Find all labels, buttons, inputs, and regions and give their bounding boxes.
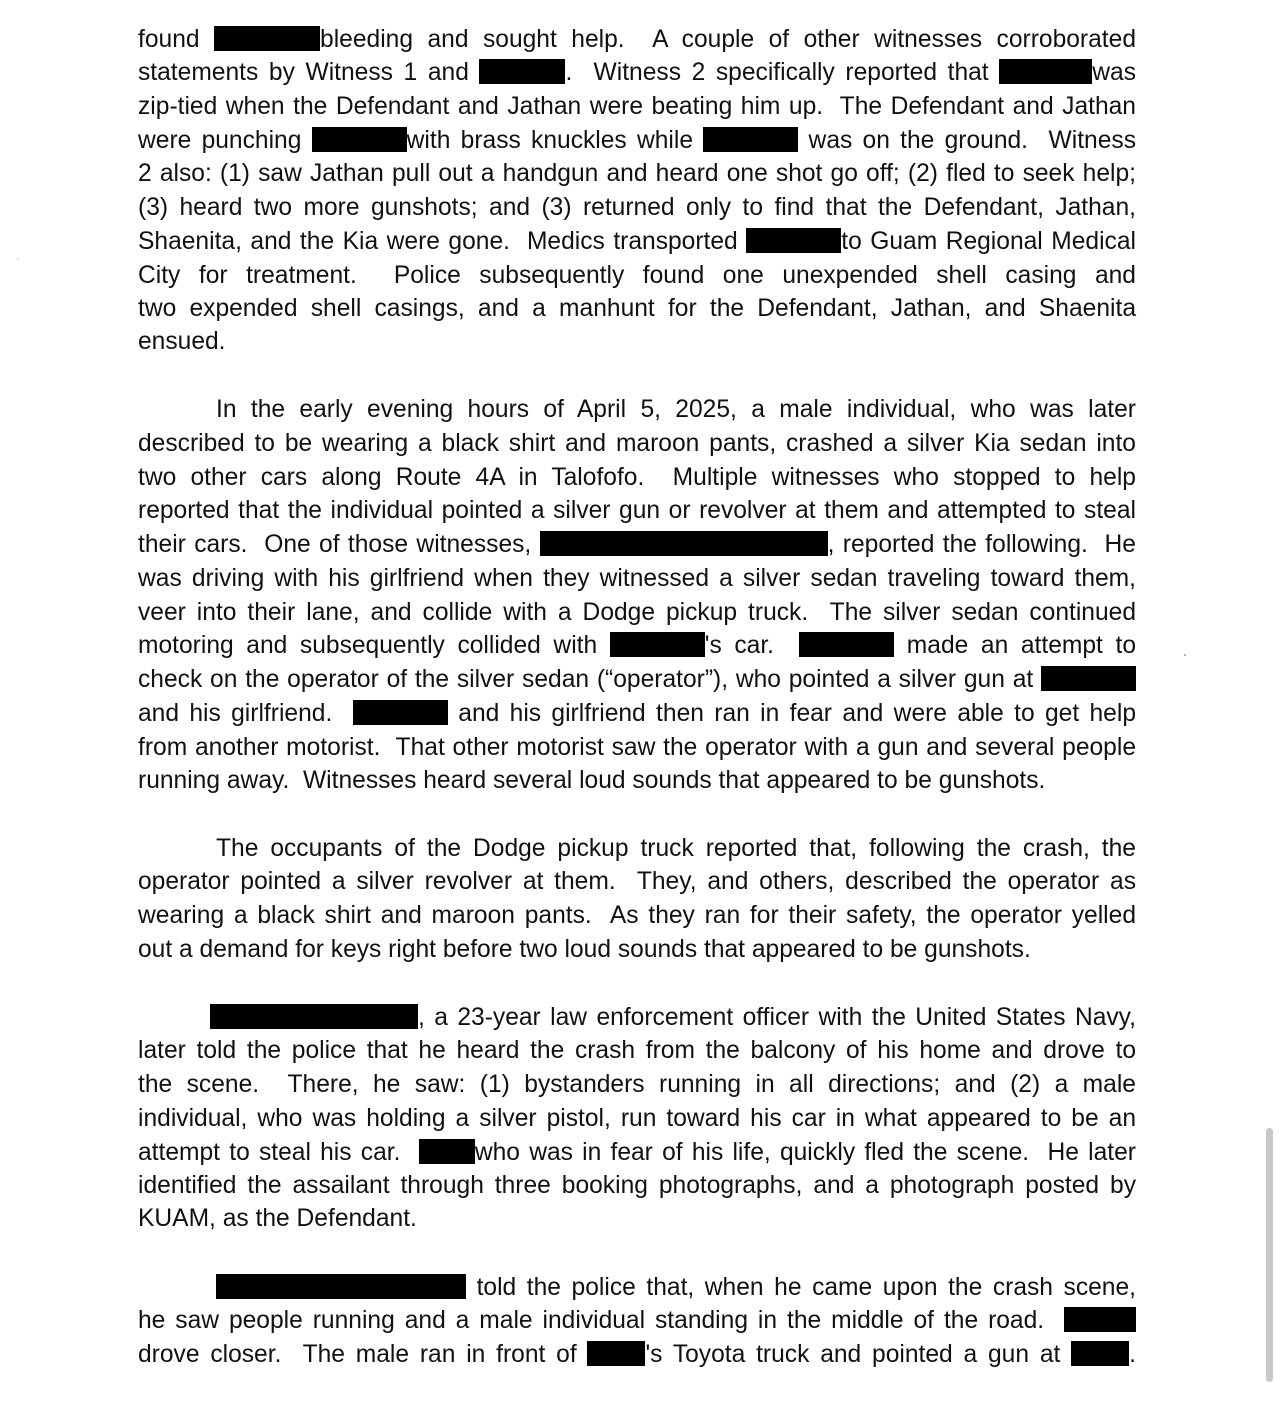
text-segment: In the early evening hours of April 5, 2025, a male individual, who was later — [216, 396, 1136, 423]
text-segment: 's Toyota truck and pointed a gun at — [645, 1341, 1072, 1368]
text-segment: . — [1129, 1341, 1136, 1368]
redaction-block — [216, 1274, 466, 1299]
text-line — [138, 494, 1136, 527]
text-segment: wearing a black shirt and maroon pants. As they ran for their safety, the operator yelled — [138, 902, 1136, 929]
text-line — [216, 1271, 1136, 1304]
text-segment: he saw people running and a male individual standing in the middle of the road. — [138, 1307, 1064, 1334]
text-line — [138, 764, 1136, 797]
text-segment: two other cars along Route 4A in Talofofo. Multiple witnesses who stopped to help — [138, 464, 1136, 491]
text-line — [138, 528, 1136, 561]
text-line — [138, 663, 1136, 696]
text-line — [138, 1034, 1136, 1067]
text-segment: check on the operator of the silver sedan (“operator”), who pointed a silver gun at — [138, 666, 1041, 693]
text-segment: KUAM, as the Defendant. — [138, 1205, 417, 1232]
redaction-block — [1064, 1307, 1136, 1332]
text-line — [138, 124, 1136, 157]
text-segment: 's car. — [704, 632, 800, 659]
text-segment: who was in fear of his life, quickly fled the scene. He later — [474, 1139, 1136, 1166]
text-segment: were punching — [138, 127, 312, 154]
scan-speck — [1184, 654, 1186, 656]
text-segment: with brass knuckles while — [406, 127, 704, 154]
text-segment: motoring and subsequently collided with — [138, 632, 610, 659]
text-line — [138, 899, 1136, 932]
text-segment: the scene. There, he saw: (1) bystanders running in all directions; and (2) a male — [138, 1071, 1136, 1098]
text-segment: zip-tied when the Defendant and Jathan were beating him up. The Defendant and Jathan — [138, 93, 1136, 120]
text-line — [138, 191, 1136, 224]
text-segment: The occupants of the Dodge pickup truck reported that, following the crash, the — [216, 835, 1136, 862]
text-segment: and his girlfriend. — [138, 700, 353, 727]
text-segment: City for treatment. Police subsequently found one unexpended shell casing and — [138, 262, 1136, 289]
text-line — [138, 325, 1136, 358]
text-line — [138, 259, 1136, 292]
text-line — [138, 697, 1136, 730]
text-line — [138, 427, 1136, 460]
text-segment: , reported the following. He — [827, 531, 1136, 558]
redaction-block — [353, 700, 448, 725]
text-segment: identified the assailant through three booking photographs, and a photograph posted by — [138, 1172, 1136, 1199]
text-segment: , a 23-year law enforcement officer with the United States Navy, — [418, 1004, 1136, 1031]
text-segment: told the police that, when he came upon the crash scene, — [466, 1274, 1136, 1301]
text-segment: (3) heard two more gunshots; and (3) returned only to find that the Defendant, Jathan, — [138, 194, 1136, 221]
redaction-block — [799, 632, 894, 657]
text-line — [138, 90, 1136, 123]
text-line — [216, 393, 1136, 426]
redaction-block — [999, 59, 1092, 84]
text-line — [138, 1102, 1136, 1135]
redaction-block — [312, 127, 407, 152]
text-segment: statements by Witness 1 and — [138, 59, 480, 86]
scan-speck — [17, 258, 19, 260]
text-line — [138, 1304, 1136, 1337]
text-segment: operator pointed a silver revolver at them. They, and others, described the operator as — [138, 868, 1136, 895]
text-segment: was on the ground. Witness — [798, 127, 1136, 154]
text-segment: described to be wearing a black shirt and maroon pants, crashed a silver Kia sedan into — [138, 430, 1136, 457]
text-segment: from another motorist. That other motorist saw the operator with a gun and several people — [138, 734, 1136, 761]
text-segment: made an attempt to — [894, 632, 1136, 659]
text-line — [138, 1169, 1136, 1202]
redaction-block — [703, 127, 798, 152]
text-segment: bleeding and sought help. A couple of other witnesses corroborated — [320, 26, 1136, 53]
text-line — [138, 157, 1136, 190]
text-line — [138, 1068, 1136, 1101]
text-line — [138, 23, 1136, 56]
vertical-scrollbar[interactable] — [1266, 1128, 1273, 1382]
text-line — [138, 1338, 1136, 1371]
text-line — [138, 731, 1136, 764]
text-segment: reported that the individual pointed a silver gun or revolver at them and attempted to steal — [138, 497, 1136, 524]
text-segment: two expended shell casings, and a manhunt for the Defendant, Jathan, and Shaenita — [138, 295, 1136, 322]
text-line — [138, 933, 1136, 966]
text-segment: ensued. — [138, 328, 226, 355]
redaction-block — [540, 531, 828, 556]
text-line — [216, 832, 1136, 865]
text-segment: found — [138, 26, 215, 53]
text-segment: . Witness 2 specifically reported that — [565, 59, 1000, 86]
text-line — [138, 1136, 1136, 1169]
text-segment: Shaenita, and the Kia were gone. Medics transported — [138, 228, 747, 255]
text-segment: was driving with his girlfriend when they witnessed a silver sedan traveling toward them, — [138, 565, 1136, 592]
text-line — [138, 225, 1136, 258]
text-segment: out a demand for keys right before two loud sounds that appeared to be gunshots. — [138, 936, 1031, 963]
text-line — [138, 629, 1136, 662]
text-line — [138, 56, 1136, 89]
text-segment: veer into their lane, and collide with a Dodge pickup truck. The silver sedan continued — [138, 599, 1136, 626]
text-segment: and his girlfriend then ran in fear and were able to get help — [447, 700, 1137, 727]
text-line — [138, 562, 1136, 595]
text-line — [138, 596, 1136, 629]
text-segment: attempt to steal his car. — [138, 1139, 419, 1166]
text-line — [138, 292, 1136, 325]
text-line — [138, 1202, 1136, 1235]
redaction-block — [210, 1004, 418, 1029]
text-segment: later told the police that he heard the crash from the balcony of his home and drove to — [138, 1037, 1136, 1064]
redaction-block — [1071, 1341, 1129, 1366]
redaction-block — [419, 1139, 475, 1164]
redaction-block — [746, 228, 841, 253]
text-segment: drove closer. The male ran in front of — [138, 1341, 588, 1368]
redaction-block — [587, 1341, 645, 1366]
text-segment: running away. Witnesses heard several loud sounds that appeared to be gunshots. — [138, 767, 1046, 794]
text-segment: was — [1092, 59, 1136, 86]
redaction-block — [1041, 666, 1136, 691]
redaction-block — [610, 632, 705, 657]
redaction-block — [479, 59, 565, 84]
text-line — [210, 1001, 1136, 1034]
text-segment: to Guam Regional Medical — [841, 228, 1136, 255]
text-line — [138, 461, 1136, 494]
text-segment: 2 also: (1) saw Jathan pull out a handgun and heard one shot go off; (2) fled to seek help; — [138, 160, 1136, 187]
text-segment: individual, who was holding a silver pistol, run toward his car in what appeared to be an — [138, 1105, 1136, 1132]
redaction-block — [214, 26, 320, 51]
text-segment: their cars. One of those witnesses, — [138, 531, 540, 558]
text-line — [138, 865, 1136, 898]
